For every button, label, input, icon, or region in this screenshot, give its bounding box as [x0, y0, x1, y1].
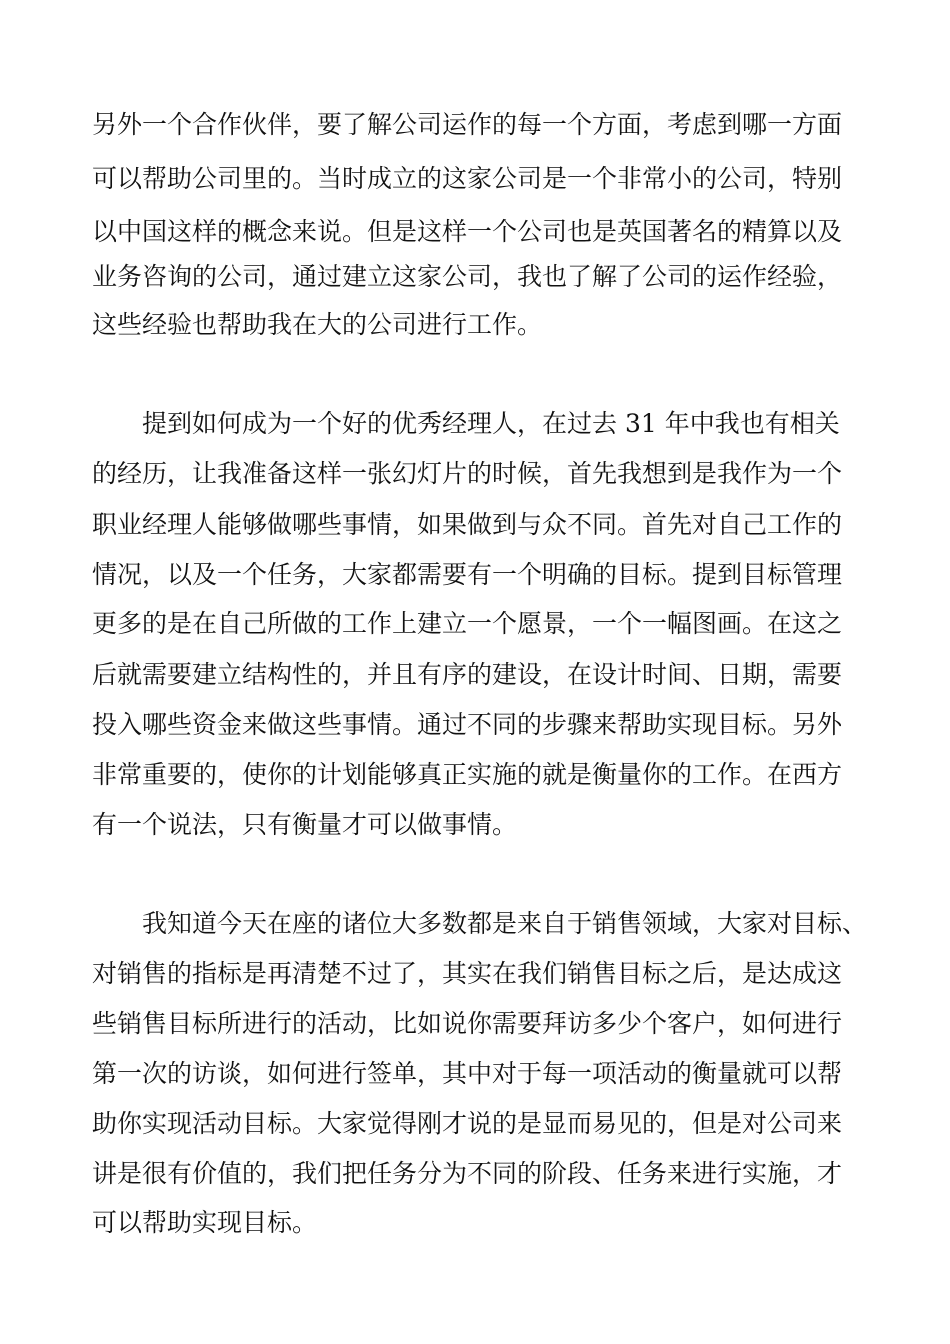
text-line: 职业经理人能够做哪些事情，如果做到与众不同。首先对自己工作的 — [92, 510, 843, 539]
text-line: 这些经验也帮助我在大的公司进行工作。 — [92, 310, 543, 339]
text-line: 的经历，让我准备这样一张幻灯片的时候，首先我想到是我作为一个 — [92, 459, 843, 488]
text-line: 助你实现活动目标。大家觉得刚才说的是显而易见的，但是对公司来 — [92, 1109, 843, 1138]
text-line: 业务咨询的公司，通过建立这家公司，我也了解了公司的运作经验， — [92, 262, 843, 291]
text-line: 提到如何成为一个好的优秀经理人，在过去 31 年中我也有相关 — [142, 409, 840, 438]
text-line: 后就需要建立结构性的，并且有序的建设，在设计时间、日期，需要 — [92, 660, 843, 689]
text-line: 另外一个合作伙伴，要了解公司运作的每一个方面，考虑到哪一方面 — [92, 110, 843, 139]
text-line: 讲是很有价值的，我们把任务分为不同的阶段、任务来进行实施，才 — [92, 1159, 843, 1188]
text-line: 非常重要的，使你的计划能够真正实施的就是衡量你的工作。在西方 — [92, 760, 843, 789]
text-line: 可以帮助公司里的。当时成立的这家公司是一个非常小的公司，特别 — [92, 164, 843, 193]
text-line: 些销售目标所进行的活动，比如说你需要拜访多少个客户，如何进行 — [92, 1009, 843, 1038]
text-line: 情况，以及一个任务，大家都需要有一个明确的目标。提到目标管理 — [92, 560, 843, 589]
text-line: 投入哪些资金来做这些事情。通过不同的步骤来帮助实现目标。另外 — [92, 710, 843, 739]
text-line: 对销售的指标是再清楚不过了，其实在我们销售目标之后，是达成这 — [92, 959, 843, 988]
text-line: 我知道今天在座的诸位大多数都是来自于销售领域，大家对目标、 — [142, 909, 868, 938]
text-line: 以中国这样的概念来说。但是这样一个公司也是英国著名的精算以及 — [92, 217, 843, 246]
text-line: 第一次的访谈，如何进行签单，其中对于每一项活动的衡量就可以帮 — [92, 1059, 843, 1088]
text-line: 可以帮助实现目标。 — [92, 1208, 318, 1237]
text-line: 有一个说法，只有衡量才可以做事情。 — [92, 810, 518, 839]
text-line: 更多的是在自己所做的工作上建立一个愿景，一个一幅图画。在这之 — [92, 609, 843, 638]
